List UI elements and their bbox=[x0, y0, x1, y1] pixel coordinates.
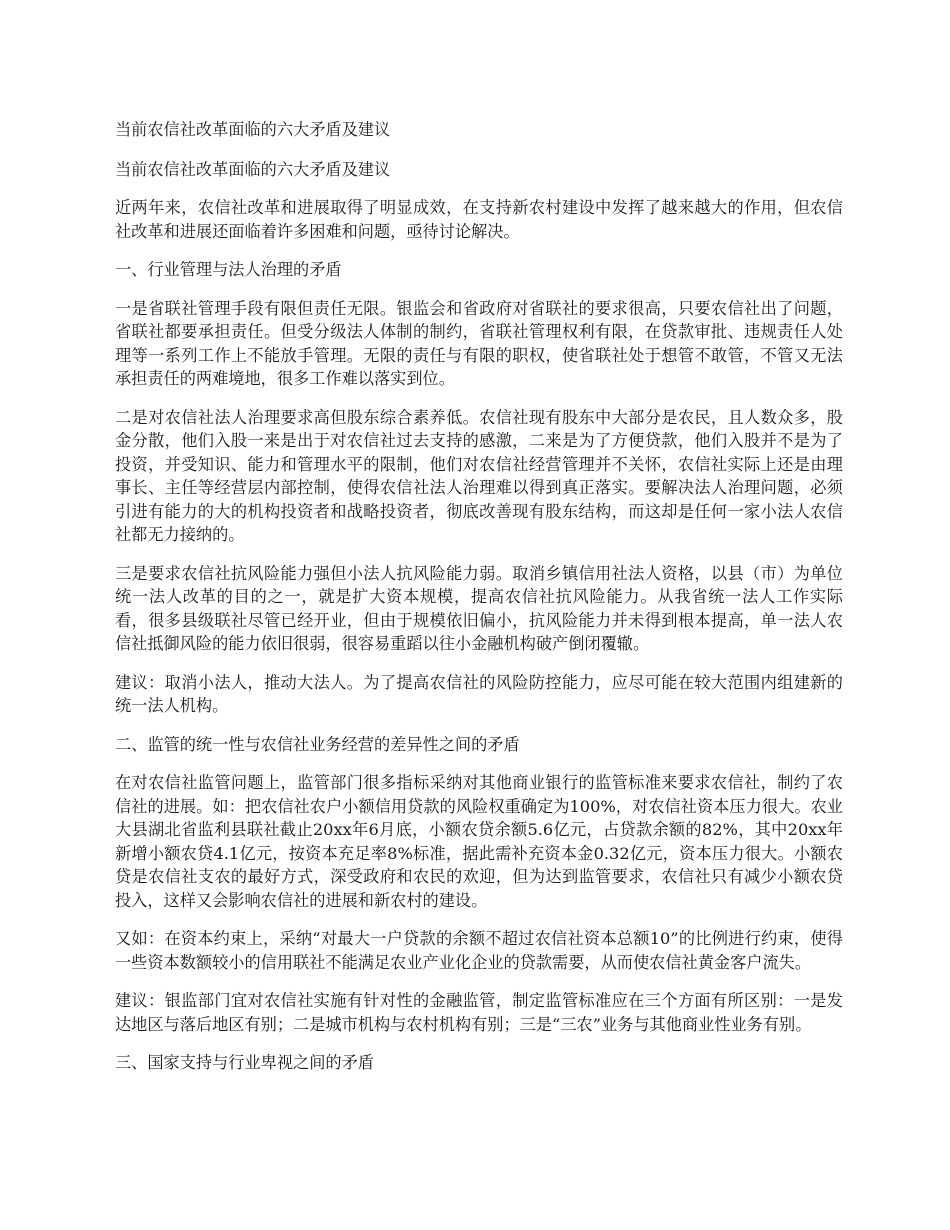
section-heading-3: 三、国家支持与行业卑视之间的矛盾 bbox=[115, 1053, 374, 1072]
intro-paragraph: 近两年来，农信社改革和进展取得了明显成效，在支持新农村建设中发挥了越来越大的作用，但农信社改革和进展还面临着许多困难和问题，亟待讨论解决。 bbox=[115, 198, 843, 241]
body-paragraph: 一是省联社管理手段有限但责任无限。银监会和省政府对省联社的要求很高，只要农信社出了问题，省联社都要承担责任。但受分级法人体制的制约，省联社管理权利有限，在贷款审批、违规责任人处理等一系列工作上不能放手管理。无限的责任与有限的职权，使省联社处于想管不敢管，不管又无法承担责任的两难境地，很多工作难以落实到位。 bbox=[115, 298, 843, 388]
document-title: 当前农信社改革面临的六大矛盾及建议 bbox=[115, 120, 391, 139]
section-heading-1: 一、行业管理与法人治理的矛盾 bbox=[115, 260, 342, 279]
body-paragraph: 三是要求农信社抗风险能力强但小法人抗风险能力弱。取消乡镇信用社法人资格，以县（市）为单位统一法人改革的目的之一，就是扩大资本规模，提高农信社抗风险能力。从我省统一法人工作实际看，很多县级联社尽管已经开业，但由于规模依旧偏小，抗风险能力并未得到根本提高，单一法人农信社抵御风险的能力依旧很弱，很容易重蹈以往小金融机构破产倒闭覆辙。 bbox=[115, 563, 843, 653]
suggestion-paragraph: 建议：取消小法人，推动大法人。为了提高农信社的风险防控能力，应尽可能在较大范围内组建新的统一法人机构。 bbox=[115, 672, 843, 715]
body-paragraph: 又如：在资本约束上，采纳“对最大一户贷款的余额不超过农信社资本总额10”的比例进行约束，使得一些资本数额较小的信用联社不能满足农业产业化企业的贷款需要，从而使农信社黄金客户流失。 bbox=[115, 929, 843, 972]
document-subtitle: 当前农信社改革面临的六大矛盾及建议 bbox=[115, 159, 391, 179]
document-page bbox=[115, 118, 843, 1075]
section-heading-2: 二、监管的统一性与农信社业务经营的差异性之间的矛盾 bbox=[115, 734, 520, 754]
suggestion-paragraph: 建议：银监部门宜对农信社实施有针对性的金融监管，制定监管标准应在三个方面有所区别：一是发达地区与落后地区有别；二是城市机构与农村机构有别；三是“三农”业务与其他商业性业务有别。 bbox=[115, 991, 843, 1034]
body-paragraph: 二是对农信社法人治理要求高但股东综合素养低。农信社现有股东中大部分是农民，且人数众多，股金分散，他们入股一来是出于对农信社过去支持的感激，二来是为了方便贷款，他们入股并不是为了投资，并受知识、能力和管理水平的限制，他们对农信社经营管理并不关怀，农信社实际上还是由理事长、主任等经营层内部控制，使得农信社法人治理难以得到真正落实。要解决法人治理问题，必须引进有能力的大的机构投资者和战略投资者，彻底改善现有股东结构，而这却是任何一家小法人农信社都无力接纳的。 bbox=[115, 407, 843, 544]
body-paragraph: 在对农信社监管问题上，监管部门很多指标采纳对其他商业银行的监管标准来要求农信社，制约了农信社的进展。如：把农信社农户小额信用贷款的风险权重确定为100%，对农信社资本压力很大。农业大县湖北省监利县联社截止20xx年6月底，小额农贷余额5.6亿元，占贷款余额的82%，其中20xx年新增小额农贷4.1亿元，按资本充足率8%标准，据此需补充资本金0.32亿元，资本压力很大。小额农贷是农信社支农的最好方式，深受政府和农民的欢迎，但为达到监管要求，农信社只有减少小额农贷投入，这样又会影响农信社的进展和新农村的建设。 bbox=[115, 773, 843, 910]
